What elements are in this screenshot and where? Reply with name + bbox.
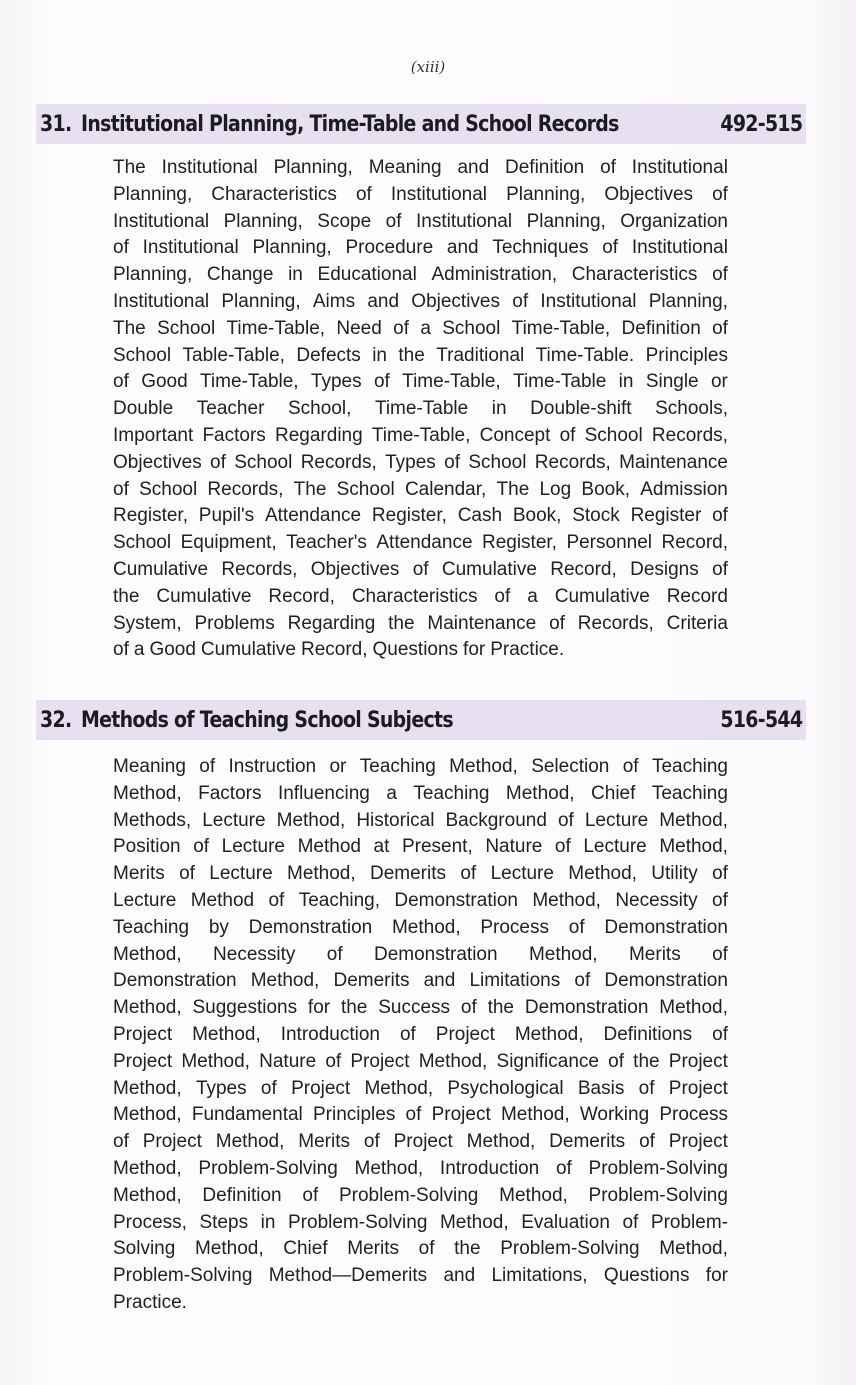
summary-line: Method, Problem-Solving Method, Introduction of Problem-Solving xyxy=(113,1157,728,1179)
summary-line: Project Method, Nature of Project Method, Significance of the Project xyxy=(113,1050,728,1072)
summary-line: The School Time-Table, Need of a School Time-Table, Definition of xyxy=(113,317,728,339)
chapter-title: Institutional Planning, Time-Table and School Records xyxy=(80,111,619,137)
summary-line: Planning, Change in Educational Administration, Characteristics of xyxy=(113,264,728,286)
summary-line: of Project Method, Merits of Project Method, Demerits of Project xyxy=(113,1131,728,1153)
summary-line: Double Teacher School, Time-Table in Double-shift Schools, xyxy=(113,398,728,420)
summary-line: Register, Pupil's Attendance Register, Cash Book, Stock Register of xyxy=(113,505,728,527)
summary-line: of Good Time-Table, Types of Time-Table, Time-Table in Single or xyxy=(113,371,728,393)
summary-line: the Cumulative Record, Characteristics of a Cumulative Record xyxy=(113,585,728,607)
summary-line: Method, Fundamental Principles of Project Method, Working Process xyxy=(113,1104,728,1126)
summary-line: Institutional Planning, Aims and Objectives of Institutional Planning, xyxy=(113,290,728,312)
summary-line: Method, Necessity of Demonstration Method, Merits of xyxy=(113,943,728,965)
summary-line: Methods, Lecture Method, Historical Background of Lecture Method, xyxy=(113,809,728,831)
page-number: (xiii) xyxy=(410,58,446,76)
chapter-summary-31 xyxy=(113,155,728,664)
summary-line: Problem-Solving Method—Demerits and Limitations, Questions for xyxy=(113,1265,728,1287)
chapter-title: Methods of Teaching School Subjects xyxy=(80,707,453,733)
summary-line: Method, Factors Influencing a Teaching Method, Chief Teaching xyxy=(113,782,728,804)
chapter-page-range: 492-515 xyxy=(719,111,802,137)
summary-line: of Institutional Planning, Procedure and Techniques of Institutional xyxy=(113,237,728,259)
summary-line: Merits of Lecture Method, Demerits of Lecture Method, Utility of xyxy=(113,863,728,885)
summary-line: of a Good Cumulative Record, Questions for Practice. xyxy=(113,639,565,661)
chapter-heading-31 xyxy=(36,104,806,144)
summary-line: Meaning of Instruction or Teaching Method, Selection of Teaching xyxy=(113,756,728,777)
summary-line: Method, Suggestions for the Success of the Demonstration Method, xyxy=(113,997,728,1019)
chapter-page-range: 516-544 xyxy=(719,707,802,733)
summary-line: Important Factors Regarding Time-Table, Concept of School Records, xyxy=(113,424,728,446)
summary-line: The Institutional Planning, Meaning and Definition of Institutional xyxy=(113,157,728,178)
summary-line: Institutional Planning, Scope of Institutional Planning, Organization xyxy=(113,210,728,232)
summary-line: Practice. xyxy=(113,1291,187,1313)
summary-line: Cumulative Records, Objectives of Cumulative Record, Designs of xyxy=(113,558,728,580)
summary-line: Position of Lecture Method at Present, Nature of Lecture Method, xyxy=(113,836,728,858)
chapter-heading-32 xyxy=(36,700,806,740)
summary-line: Project Method, Introduction of Project Method, Definitions of xyxy=(113,1023,728,1045)
summary-line: of School Records, The School Calendar, The Log Book, Admission xyxy=(113,478,728,500)
summary-line: Lecture Method of Teaching, Demonstration Method, Necessity of xyxy=(113,889,728,911)
summary-line: Demonstration Method, Demerits and Limitations of Demonstration xyxy=(113,970,728,992)
summary-line: Method, Types of Project Method, Psychological Basis of Project xyxy=(113,1077,728,1099)
summary-line: Planning, Characteristics of Institutional Planning, Objectives of xyxy=(113,183,728,205)
summary-line: System, Problems Regarding the Maintenance of Records, Criteria xyxy=(113,612,728,634)
summary-line: Solving Method, Chief Merits of the Problem-Solving Method, xyxy=(113,1238,728,1260)
summary-line: Process, Steps in Problem-Solving Method, Evaluation of Problem- xyxy=(113,1211,728,1233)
summary-line: Objectives of School Records, Types of School Records, Maintenance xyxy=(113,451,728,473)
summary-line: Teaching by Demonstration Method, Process of Demonstration xyxy=(113,916,728,938)
summary-line: School Table-Table, Defects in the Traditional Time-Table. Principles xyxy=(113,344,728,366)
chapter-number: 31. xyxy=(40,111,72,137)
summary-line: Method, Definition of Problem-Solving Method, Problem-Solving xyxy=(113,1184,728,1206)
chapter-summary-32 xyxy=(113,754,728,1317)
chapter-number: 32. xyxy=(40,707,72,733)
summary-line: School Equipment, Teacher's Attendance Register, Personnel Record, xyxy=(113,532,728,554)
